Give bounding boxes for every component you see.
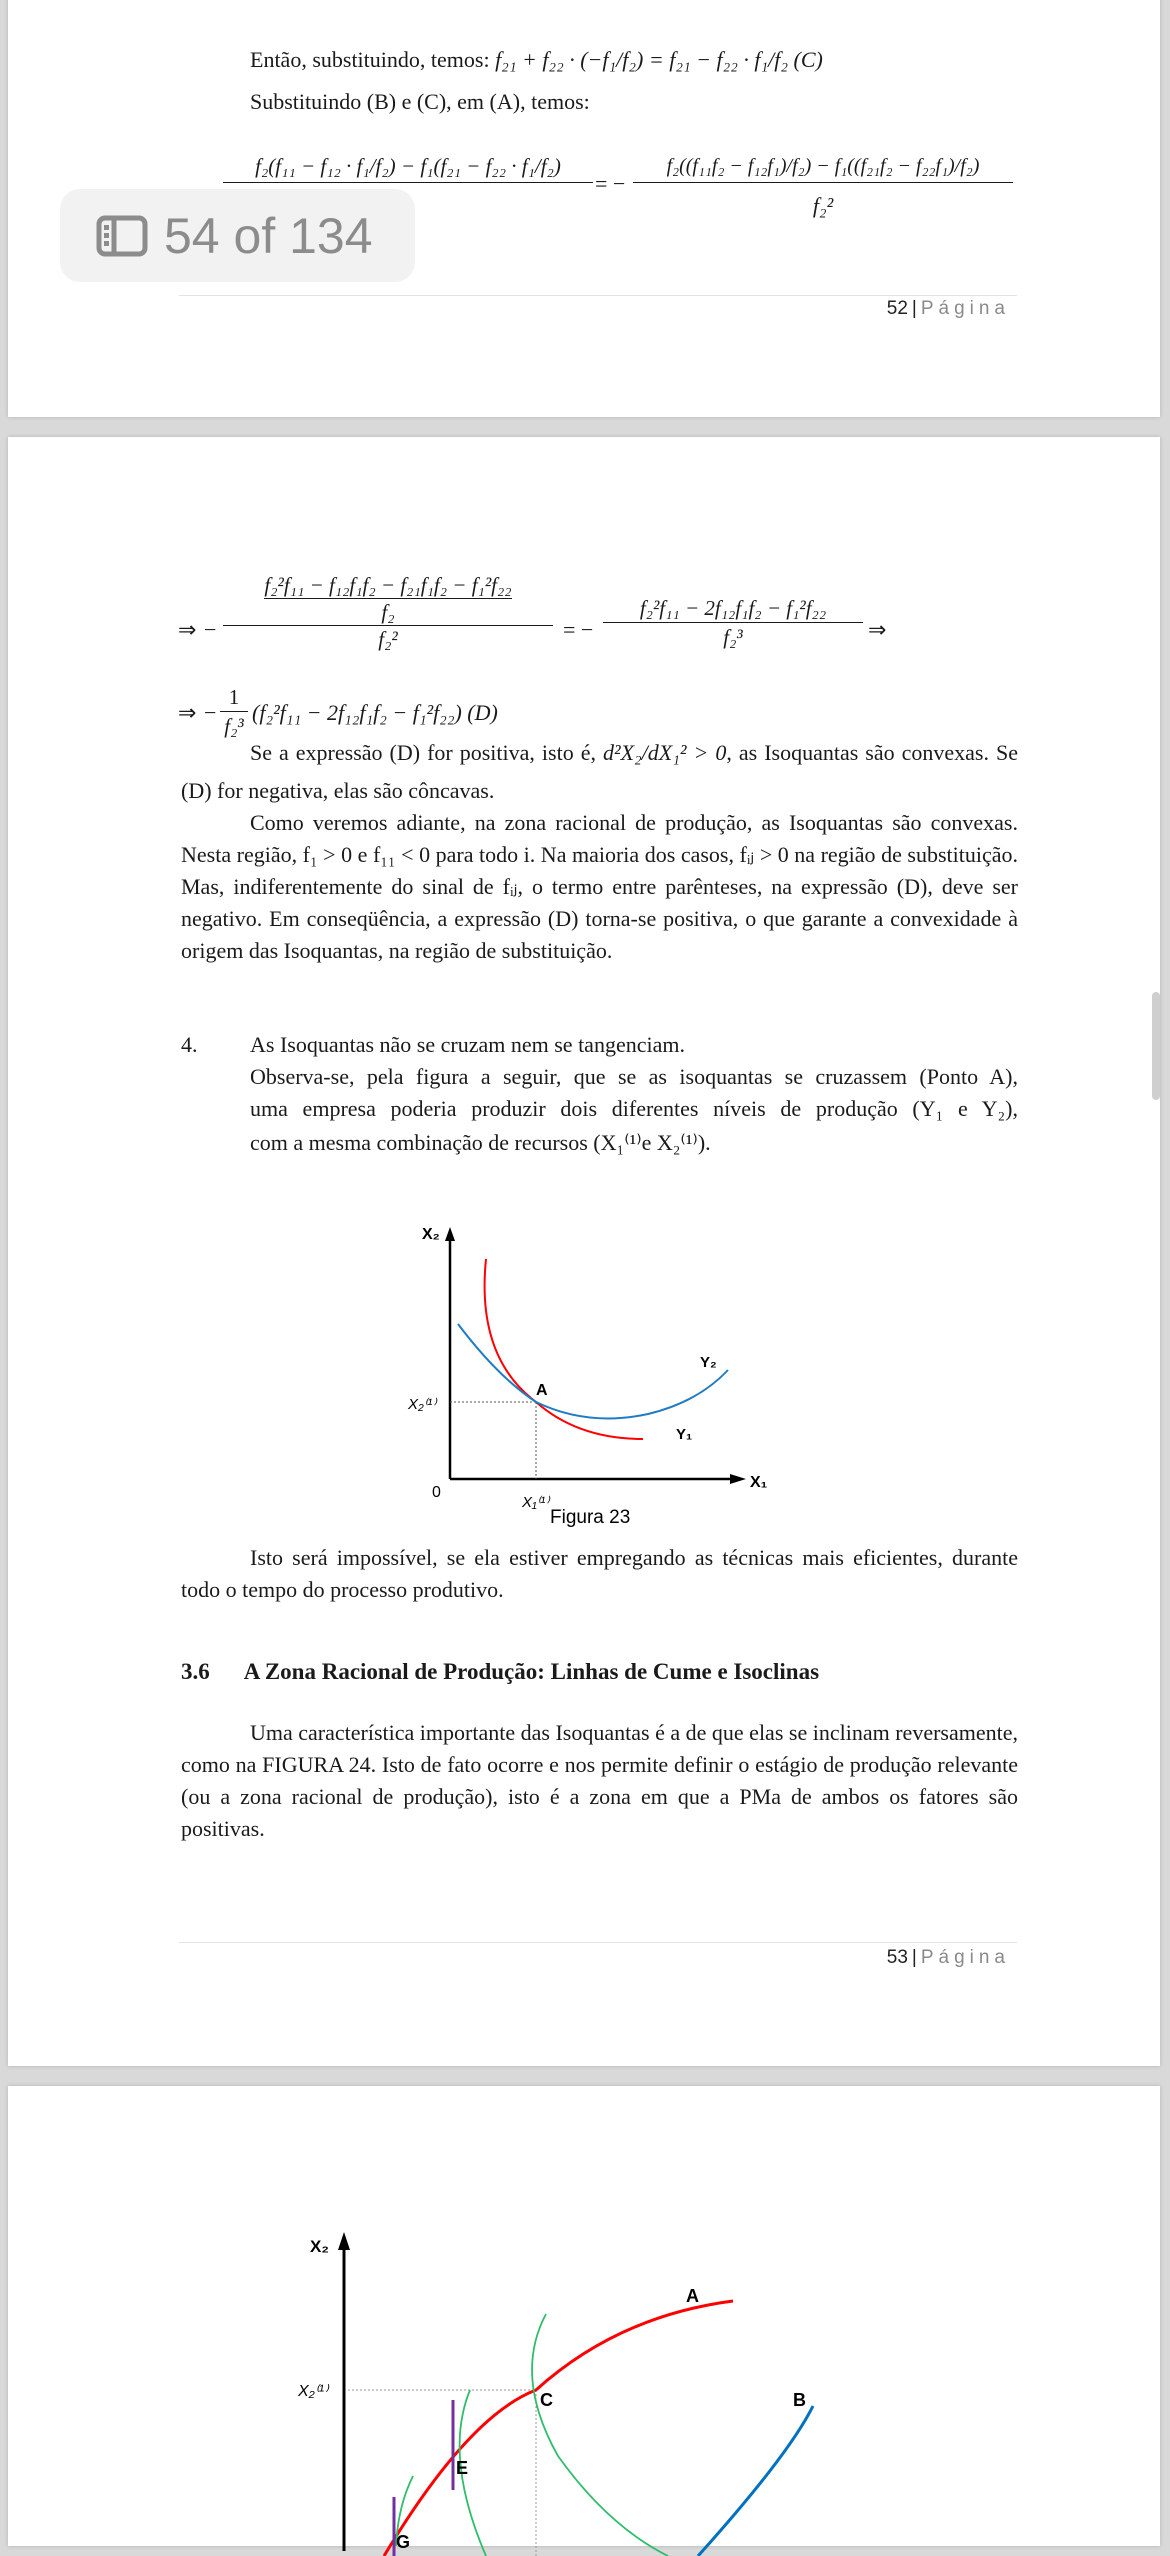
second-derivative-expr: d²X₂/dX₁² > 0 <box>603 740 727 765</box>
paragraph-convexity <box>181 734 1018 810</box>
page-number: 53 <box>886 1947 908 1968</box>
page-number: 52 <box>886 298 908 319</box>
eq1-rhs-numerator: f₂²f₁₁ − 2f₁₂f₁f₂ − f₁²f₂₂ <box>603 594 863 623</box>
eq1-rhs-denominator: f₂³ <box>723 625 743 649</box>
eq2-body: (f₂²f₁₁ − 2f₁₂f₁f₂ − f₁²f₂₂) (D) <box>252 700 498 725</box>
equation-c: f₂₁ + f₂₂ · (−f₁/f₂) = f₂₁ − f₂₂ · f₁/f₂ (C) <box>495 47 823 72</box>
text-span: Então, substituindo, temos: <box>250 47 496 72</box>
footer-separator: | <box>911 1947 917 1968</box>
list-item-line: com a mesma combinação de recursos (X₁⁽¹⁾e X₂⁽¹⁾). <box>250 1130 711 1155</box>
footer-rule <box>179 1942 1017 1943</box>
section-title: A Zona Racional de Produção: Linhas de Cume e Isoclinas <box>243 1659 820 1684</box>
eq1-inner-denominator: f₂ <box>381 600 395 624</box>
footer-rule <box>179 295 1017 296</box>
paragraph-impossible: Isto será impossível, se ela estiver empregando as técnicas mais eficientes, durante todo o tempo do processo produtivo. <box>181 1545 1018 1602</box>
figure-caption: Figura 23 <box>550 1507 631 1527</box>
eq1-rhs <box>603 594 863 651</box>
list-item-title: As Isoquantas não se cruzam nem se tangenciam. <box>250 1032 685 1057</box>
eq2-fraction <box>220 683 248 740</box>
eq-right-denominator: f₂² <box>812 193 834 218</box>
text-line <box>250 44 823 76</box>
list-item-line: uma empresa poderia produzir dois diferentes níveis de produção (Y₁ e Y₂), <box>250 1096 1018 1121</box>
x-tick-label: X₁⁽¹⁾ <box>522 1494 550 1511</box>
eq1-inner-numerator: f₂²f₁₁ − f₁₂f₁f₂ − f₂₁f₁f₂ − f₁²f₂₂ <box>264 573 512 597</box>
vertical-scrollbar-thumb[interactable] <box>1152 992 1160 1100</box>
x-axis-label: X₁ <box>750 1474 768 1491</box>
ridge-line-b <box>698 2406 813 2556</box>
label-b: B <box>793 2390 806 2410</box>
equation-block: f₂(f₁₁ − f₁₂ · f₁/f₂) − f₁(f₂₁ − f₂₂ · f₁/f₂) = − f₂((f₁₁f₂ − f₁₂f₁)/f₂) − f₁((f₂₁f₂ − f₂₂f₁)/f₂) f₂² <box>223 150 1013 240</box>
page-indicator-badge[interactable] <box>60 189 415 282</box>
y-tick-label: X₂⁽¹⁾ <box>298 2383 328 2400</box>
implies-symbol: ⇒ <box>178 700 197 725</box>
section-heading <box>181 1659 819 1685</box>
implies-symbol: ⇒ <box>868 617 887 642</box>
point-a-label: A <box>536 1382 548 1399</box>
origin-label: 0 <box>432 1484 441 1501</box>
y-axis-label: X₂ <box>422 1226 440 1243</box>
footer-label: Página <box>920 1947 1010 1968</box>
footer-label: Página <box>920 298 1010 319</box>
implies-symbol: ⇒ <box>178 617 197 642</box>
y-tick-label: X₂⁽¹⁾ <box>408 1396 437 1413</box>
y-axis-label: X₂ <box>310 2237 329 2256</box>
list-item-number: 4. <box>181 1032 198 1057</box>
section-number: 3.6 <box>181 1659 210 1684</box>
paragraph-rational-zone: Como veremos adiante, na zona racional de produção, as Isoquantas são convexas. Nesta região, f₁ > 0 e f₁₁ < 0 para todo i. Na maioria dos casos, fᵢⱼ > 0 na região de substituição. Mas, indiferentemente do sinal de fᵢⱼ, o termo entre parênteses, na expressão (D), deve ser negativo. Em conseqüência, a expressão (D) torna-se positiva, o que garante a convexidade à origem das Isoquantas, na região de substituição. <box>181 810 1018 963</box>
label-c: C <box>540 2390 553 2410</box>
paragraph-reverse-slope: Uma característica importante das Isoquantas é a de que elas se inclinam reversamente, como na FIGURA 24. Isto de fato ocorre e nos permite definir o estágio de produção relevante (ou a zona racional de produção), isto é a zona em que a PMa de ambos os fatores são positivas. <box>181 1720 1018 1841</box>
label-g: G <box>396 2532 411 2552</box>
page-footer <box>887 1947 1010 1969</box>
label-a: A <box>686 2286 699 2306</box>
footer-separator: | <box>911 298 917 319</box>
page-indicator-text: 54 of 134 <box>164 207 373 264</box>
equation-block-1: ⇒ − f₂²f₁₁ − f₁₂f₁f₂ − f₂₁f₁f₂ − f₁²f₂₂ f₂ f₂² = − $\frac{\text{f₂²f₁₁ − 2f₁₂f₁f₂ − f₁²f₂₂}}{\text{f₂³}}$ ⇒ <box>178 573 887 651</box>
text-line: Substituindo (B) e (C), em (A), temos: <box>250 89 590 114</box>
eq1-lhs <box>223 572 553 652</box>
pdf-page-54 <box>8 2086 1160 2552</box>
eq1-denominator: f₂² <box>223 625 553 652</box>
eq-right-numerator: f₂((f₁₁f₂ − f₁₂f₁)/f₂) − f₁((f₂₁f₂ − f₂₂f₁)/f₂) <box>633 150 1013 183</box>
isoquant-c <box>532 2314 668 2556</box>
sidebar-toggle-icon[interactable] <box>96 215 148 257</box>
isoquant-y2 <box>458 1324 728 1418</box>
list-item-line: Observa-se, pela figura a seguir, que se as isoquantas se cruzassem (Ponto A), <box>250 1064 1018 1089</box>
pdf-page-53: ⇒ − f₂²f₁₁ − f₁₂f₁f₂ − f₂₁f₁f₂ − f₁²f₂₂ f₂ f₂² = − $\frac{\text{f₂²f₁₁ − 2f₁₂f₁f₂ − f₁²f₂₂}}{\text{f₂³}}$ ⇒ ⇒ − $\frac{1}{\text{f₂³}}$ (f₂²f₁₁ − 2f₁₂f₁f₂ − f₁²f₂₂) (D) Se a expressão (D) for positiva, isto é, d²X₂/dX₁² > 0, as Isoquantas são convexas. Se (D) for negativa, elas são côncavas. Como veremos adiante, na zona racional de produção, as Isoquantas são convexas. Nesta região, f₁ > 0 e f₁₁ < 0 para todo i. Na maioria dos casos, fᵢⱼ > 0 na região de substituição. Mas, indiferentemente do sinal de fᵢⱼ, o termo entre parênteses, na expressão (D), deve ser negativo. Em conseqüência, a expressão (D) torna-se positiva, o que garante a convexidade à origem das Isoquantas, na região de substituição. 4. As Isoquantas não se cruzam nem se tangenciam. Observa-se, pela figura a seguir, que se as isoquantas se cruzassem (Ponto A), uma empresa poderia produzir dois diferentes níveis de produção (Y₁ e Y₂), com a mesma combinação de recursos (X₁⁽¹⁾e X₂⁽¹⁾). X₂ X₁ 0 A Y₂ Y₁ X₂⁽¹⁾ X₁⁽¹⁾ Figura 23 Isto será impossível, se ela estiver empregando as técnicas mais eficientes, durante todo o tempo do processo produtivo. 3.6 A Zona Racional de Produção: Linhas de Cume e Isoclinas Uma característica importante das Isoquantas é a de que elas se inclinam reversamente, como na FIGURA 24. Isto de fato ocorre e nos permite definir o estágio de produção relevante (ou a zona racional de produção), isto é a zona em que a PMa de ambos os fatores são positivas. 53 | Página <box>8 437 1160 2066</box>
page-footer <box>887 298 1010 320</box>
ridge-line-a <box>384 2301 733 2556</box>
eq2-frac-num: 1 <box>220 683 248 712</box>
eq2-frac-den: f₂³ <box>224 714 244 738</box>
eq-left-numerator: f₂(f₁₁ − f₁₂ · f₁/f₂) − f₁(f₂₁ − f₂₂ · f₁/f₂) <box>223 150 593 183</box>
figure-24-ridge-lines <box>258 2216 858 2556</box>
y1-label: Y₁ <box>676 1426 693 1443</box>
y2-label: Y₂ <box>700 1354 717 1371</box>
label-e: E <box>456 2458 469 2478</box>
text-span: Se a expressão (D) for positiva, isto é, <box>250 740 603 765</box>
text-span: , as Isoquantas são convexas. Se (D) for negativa, elas são côncavas. <box>181 740 1018 803</box>
figure-23-isoquants <box>388 1217 788 1527</box>
